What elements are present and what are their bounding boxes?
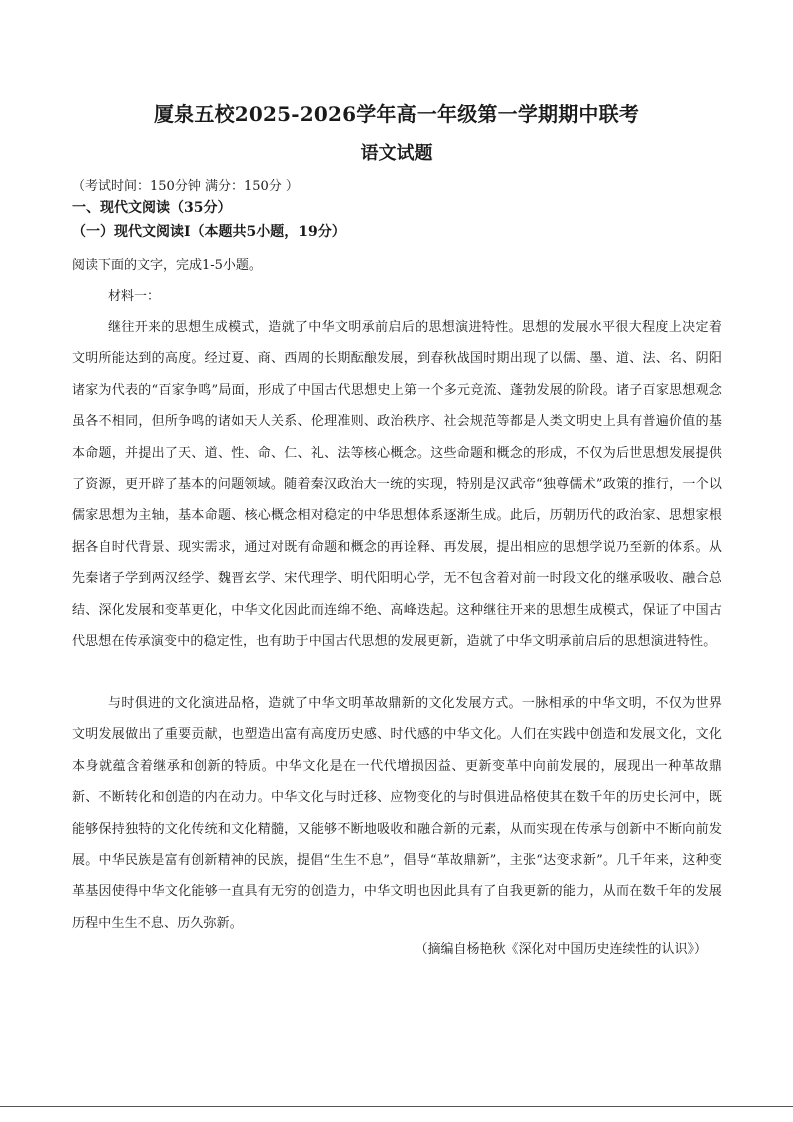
subsection-heading: （一）现代文阅读Ⅰ（本题共5小题，19分） [72, 224, 346, 240]
page-bottom-divider [0, 1106, 793, 1107]
reading-instruction: 阅读下面的文字，完成1-5小题。 [72, 258, 262, 273]
material-paragraph-1: 继往开来的思想生成模式，造就了中华文明承前启后的思想演进特性。思想的发展水平很大程度上决定着文明所能达到的高度。经过夏、商、西周的长期酝酿发展，到春秋战国时期出现了以儒、墨、道、法、名、阴阳诸家为代表的“百家争鸣”局面，形成了中国古代思想史上第一个多元竞流、蓬勃发展的阶段。诸子百家思想观念虽各不相同，但所争鸣的诸如天人关系、伦理准则、政治秩序、社会规范等都是人类文明史上具有普遍价值的基本命题，并提出了天、道、性、命、仁、礼、法等核心概念。这些命题和概念的形成，不仅为后世思想发展提供了资源，更开辟了基本的问题领域。随着秦汉政治大一统的实现，特别是汉武帝“独尊儒术”政策的推行，一个以儒家思想为主轴，基本命题、核心概念相对稳定的中华思想体系逐渐生成。此后，历朝历代的政治家、思想家根据各自时代背景、现实需求，通过对既有命题和概念的再诠释、再发展，提出相应的思想学说乃至新的体系。从先秦诸子学到两汉经学、魏晋玄学、宋代理学、明代阳明心学，无不包含着对前一时段文化的继承吸收、融合总结、深化发展和变革更化，中华文化因此而连绵不绝、高峰迭起。这种继往开来的思想生成模式，保证了中国古代思想在传承演变中的稳定性，也有助于中国古代思想的发展更新，造就了中华文明承前启后的思想演进特性。 [72, 320, 722, 650]
material-source: （摘编自杨艳秋《深化对中国历史连续性的认识》） [414, 942, 707, 957]
exam-time-and-score: （考试时间：150分钟 满分：150分 ） [72, 179, 299, 194]
section-heading: 一、现代文阅读（35分） [72, 200, 232, 216]
material-label: 材料一： [108, 289, 161, 304]
material-paragraph-2: 与时俱进的文化演进品格，造就了中华文明革故鼎新的文化发展方式。一脉相承的中华文明，不仅为世界文明发展做出了重要贡献，也塑造出富有高度历史感、时代感的中华文化。人们在实践中创造和发展文化，文化本身就蕴含着继承和创新的特质。中华文化是在一代代增损因益、更新变革中向前发展的，展现出一种革故鼎新、不断转化和创造的内在动力。中华文化与时迁移、应物变化的与时俱进品格使其在数千年的历史长河中，既能够保持独特的文化传统和文化精髓，又能够不断地吸收和融合新的元素，从而实现在传承与创新中不断向前发展。中华民族是富有创新精神的民族，提倡“生生不息”，倡导“革故鼎新”，主张“达变求新”。几千年来，这种变革基因使得中华文化能够一直具有无穷的创造力，中华文明也因此具有了自我更新的能力，从而在数千年的发展历程中生生不息、历久弥新。 [72, 696, 722, 931]
exam-subtitle: 语文试题 [360, 143, 433, 164]
exam-title: 厦泉五校2025-2026学年高一年级第一学期期中联考 [153, 102, 640, 126]
